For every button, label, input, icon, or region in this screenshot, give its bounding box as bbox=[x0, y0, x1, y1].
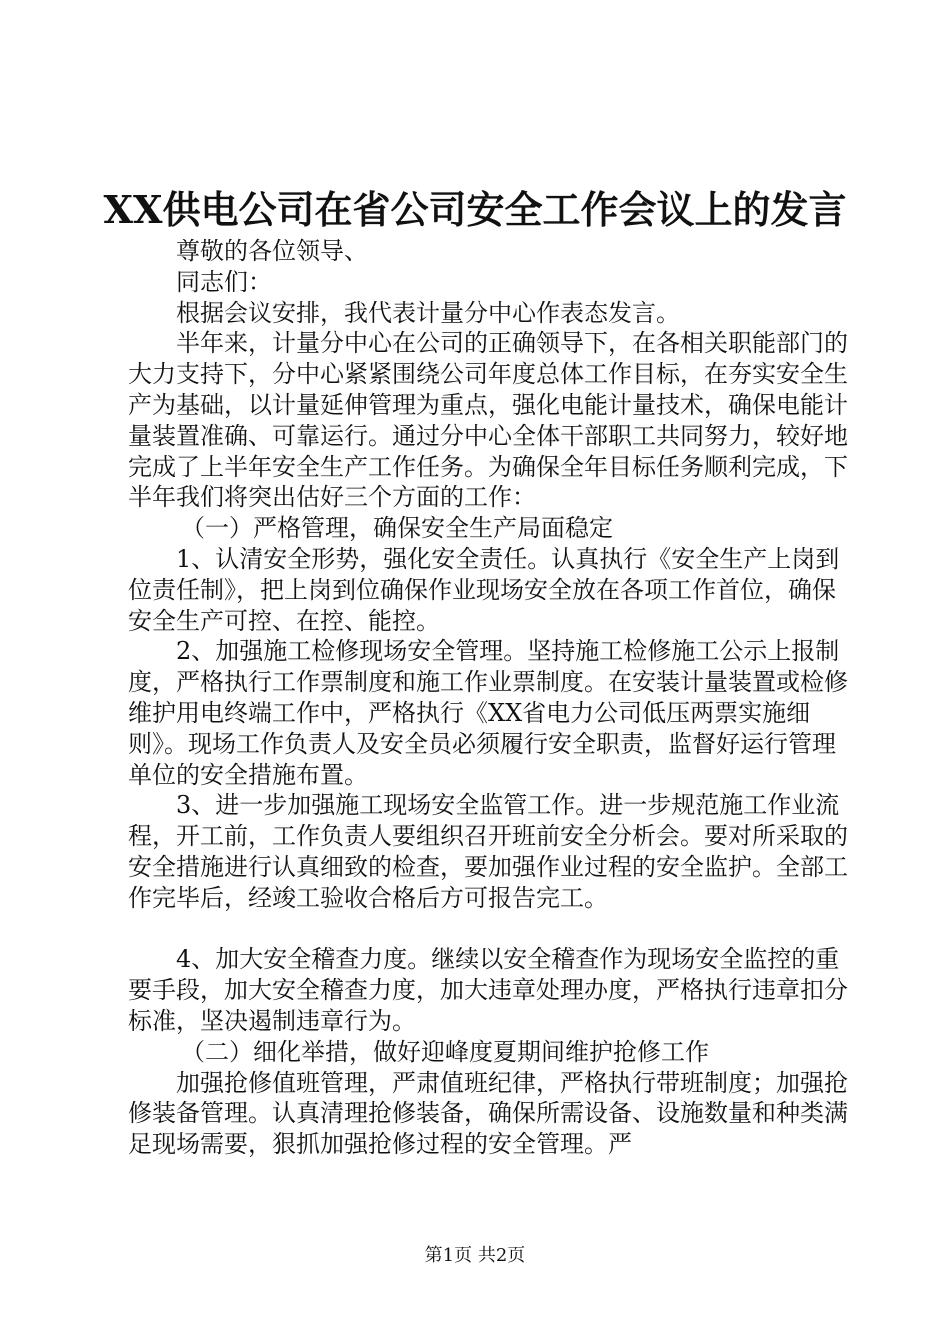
paragraph-item-2: 2、加强施工检修现场安全管理。坚持施工检修施工公示上报制度，严格执行工作票制度和施工作业票制度。在安装计量装置或检修维护用电终端工作中，严格执行《XX省电力公司低压两票实施细则》。现场工作负责人及安全员必须履行安全职责，监督好运行管理单位的安全措施布置。 bbox=[128, 637, 848, 789]
paragraph-item-4: 4、加大安全稽查力度。继续以安全稽查作为现场安全监控的重要手段，加大安全稽查力度，加大违章处理办度，严格执行违章扣分标准，坚决遏制违章行为。 bbox=[128, 945, 848, 1035]
paragraph-summary: 半年来，计量分中心在公司的正确领导下，在各相关职能部门的大力支持下，分中心紧紧围绕公司年度总体工作目标，在夯实安全生产为基础，以计量延伸管理为重点，强化电能计量技术，确保电能计量装置准确、可靠运行。通过分中心全体干部职工共同努力，较好地完成了上半年安全生产工作任务。为确保全年目标任务顺利完成，下半年我们将突出估好三个方面的工作： bbox=[128, 329, 848, 512]
paragraph-salutation-2: 同志们： bbox=[176, 267, 272, 296]
section-heading-2: （二）细化举措，做好迎峰度夏期间维护抢修工作 bbox=[181, 1037, 709, 1066]
paragraph-salutation-1: 尊敬的各位领导、 bbox=[176, 237, 368, 265]
paragraph-item-1: 1、认清安全形势，强化安全责任。认真执行《安全生产上岗到位责任制》，把上岗到位确保作业现场安全放在各项工作首位，确保安全生产可控、在控、能控。 bbox=[128, 544, 840, 635]
section-heading-1: （一）严格管理，确保安全生产局面稳定 bbox=[181, 514, 613, 543]
blank-line bbox=[128, 914, 858, 945]
paragraph-intro: 根据会议安排，我代表计量分中心作表态发言。 bbox=[176, 298, 680, 327]
document-title: XX供电公司在省公司安全工作会议上的发言 bbox=[103, 187, 847, 232]
paragraph-item-3: 3、进一步加强施工现场安全监管工作。进一步规范施工作业流程，开工前，工作负责人要组织召开班前安全分析会。要对所采取的安全措施进行认真细致的检查，要加强作业过程的安全监护。全部工作完毕后，经竣工验收合格后方可报告完工。 bbox=[128, 791, 848, 912]
document-body bbox=[128, 236, 858, 1160]
page-number-footer: 第1页 共2页 bbox=[424, 1245, 526, 1266]
paragraph-repair: 加强抢修值班管理，严肃值班纪律，严格执行带班制度；加强抢修装备管理。认真清理抢修装备，确保所需设备、设施数量和种类满足现场需要，狠抓加强抢修过程的安全管理。严 bbox=[128, 1068, 848, 1159]
